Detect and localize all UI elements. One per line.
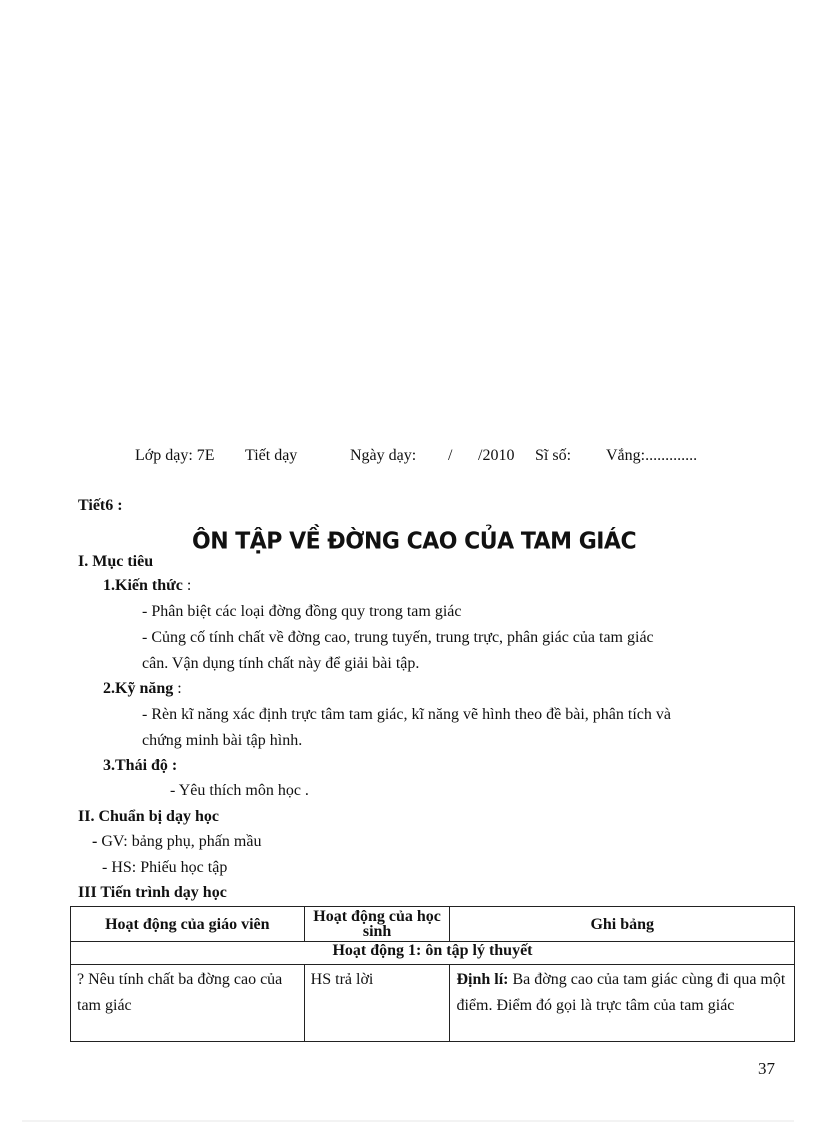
skills-heading: [103, 680, 182, 698]
preparation-teacher: [92, 833, 261, 851]
table-row: [71, 965, 795, 1042]
knowledge-heading: [103, 577, 191, 595]
page-title: ÔN TẬP VỀ ĐỜNG CAO CỦA TAM GIÁC: [192, 528, 637, 555]
knowledge-line-3: cân. Vận dụng tính chất này để giải bài tập.: [142, 655, 420, 672]
activity-1-title: Hoạt động 1: ôn tập lý thuyết: [71, 942, 795, 965]
table-header-row: [71, 907, 795, 942]
knowledge-line-2: - Củng cố tính chất về đờng cao, trung tuyến, trung trực, phân giác của tam giác: [142, 629, 654, 646]
activity-row: [71, 942, 795, 965]
preparation-teacher-text: GV: bảng phụ, phấn mầu: [101, 833, 262, 850]
knowledge-line-1: - Phân biệt các loại đờng đồng quy trong tam giác: [142, 603, 462, 620]
student-count-label: Sĩ số:: [535, 447, 572, 464]
row1-student: HS trả lời: [304, 965, 450, 1042]
header-student: Hoạt động của học sinh: [304, 907, 450, 942]
preparation-teacher-dash: -: [92, 833, 102, 850]
row1-teacher: ? Nêu tính chất ba đờng cao của tam giác: [71, 965, 305, 1042]
knowledge-heading-suffix: :: [182, 577, 192, 594]
class-label: Lớp dạy: 7E: [135, 447, 215, 464]
header-teacher: Hoạt động của giáo viên: [71, 907, 305, 942]
skills-heading-suffix: :: [173, 680, 182, 697]
lesson-number: Tiết6 :: [78, 497, 123, 514]
page-number: 37: [758, 1059, 775, 1078]
absent-label: Vắng:.............: [606, 447, 698, 464]
date-year: /2010: [478, 447, 515, 464]
theorem-label: Định lí:: [456, 971, 509, 988]
lesson-table: [70, 906, 795, 1042]
attitude-heading: 3.Thái độ :: [103, 757, 178, 774]
row1-board: [450, 965, 795, 1042]
section-preparation-heading: II. Chuẩn bị dạy học: [78, 808, 219, 825]
attitude-line-1: - Yêu thích môn học .: [170, 782, 309, 799]
section-process-heading: III Tiến trình dạy học: [78, 884, 227, 901]
theorem-text: Ba đờng cao của tam giác cùng đi qua một điểm. Điểm đó gọi là trực tâm của tam giác: [456, 971, 786, 1014]
skills-heading-label: 2.Kỹ năng: [103, 680, 174, 697]
section-objectives-heading: I. Mục tiêu: [78, 553, 154, 570]
period-label: Tiết dạy: [245, 447, 298, 464]
date-label: Ngày dạy:: [350, 447, 417, 464]
knowledge-heading-label: 1.Kiến thức: [103, 577, 183, 594]
skills-line-2: chứng minh bài tập hình.: [142, 732, 303, 749]
skills-line-1: - Rèn kĩ năng xác định trực tâm tam giác, kĩ năng vẽ hình theo đề bài, phân tích và: [142, 706, 671, 723]
date-slash: /: [448, 447, 453, 464]
footer-divider: [22, 1120, 794, 1122]
header-board: Ghi bảng: [450, 907, 795, 942]
preparation-student: - HS: Phiếu học tập: [102, 859, 228, 876]
